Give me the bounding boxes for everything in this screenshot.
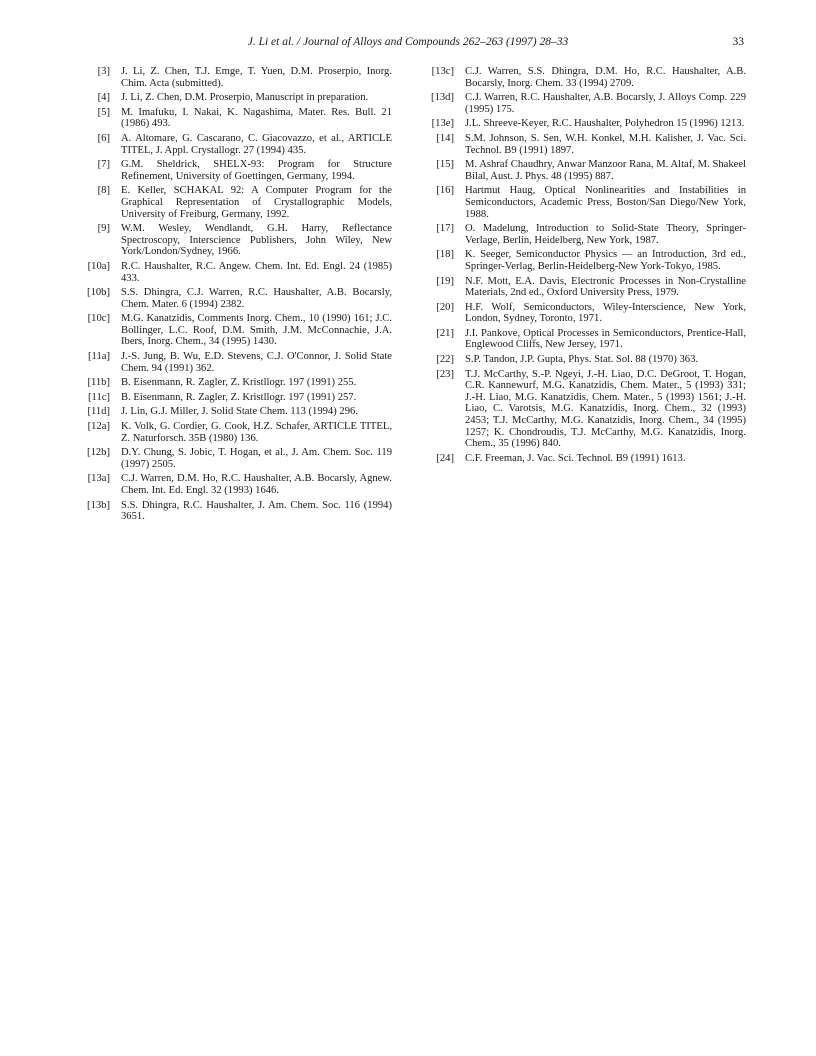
reference-number: [7]: [97, 159, 110, 171]
reference-number: [17]: [436, 223, 454, 235]
reference-number: [11d]: [87, 406, 110, 418]
reference-entry: [420, 118, 746, 130]
reference-text: H.F. Wolf, Semiconductors, Wiley-Interscience, New York, London, Sydney, Toronto, 1971.: [465, 301, 746, 325]
references-column-left: [72, 66, 392, 526]
reference-number: [13b]: [87, 499, 110, 511]
reference-number: [21]: [436, 327, 454, 339]
reference-text: S.S. Dhingra, R.C. Haushalter, J. Am. Chem. Soc. 116 (1994) 3651.: [121, 499, 392, 523]
reference-text: Hartmut Haug, Optical Nonlinearities and Instabilities in Semiconductors, Academic Press, Boston/San Diego/New York, 1988.: [465, 185, 746, 220]
reference-entry: [72, 261, 392, 284]
reference-text: J. Lin, G.J. Miller, J. Solid State Chem. 113 (1994) 296.: [121, 406, 358, 418]
reference-entry: [420, 223, 746, 246]
reference-number: [20]: [436, 301, 454, 313]
reference-number: [10a]: [87, 260, 110, 272]
reference-entry: [72, 392, 392, 404]
reference-text: N.F. Mott, E.A. Davis, Electronic Processes in Non-Crystalline Materials, 2nd ed., Oxford University Press, 1979.: [465, 275, 746, 299]
reference-text: K. Seeger, Semiconductor Physics — an Introduction, 3rd ed., Springer-Verlag, Berlin-Heidelberg-New York-Tokyo, 1985.: [465, 249, 746, 272]
reference-entry: [420, 92, 746, 115]
reference-text: C.J. Warren, R.C. Haushalter, A.B. Bocarsly, J. Alloys Comp. 229 (1995) 175.: [465, 92, 746, 115]
reference-number: [14]: [436, 132, 454, 144]
reference-entry: [420, 302, 746, 325]
reference-number: [22]: [436, 354, 454, 366]
reference-number: [13e]: [431, 118, 454, 130]
reference-text: K. Volk, G. Cordier, G. Cook, H.Z. Schafer, ARTICLE TITEL, Z. Naturforsch. 35B (1980) 136.: [121, 421, 392, 444]
reference-number: [11b]: [87, 377, 110, 389]
reference-entry: [72, 287, 392, 310]
reference-text: J.L. Shreeve-Keyer, R.C. Haushalter, Polyhedron 15 (1996) 1213.: [465, 118, 745, 130]
reference-text: S.M. Johnson, S. Sen, W.H. Konkel, M.H. Kalisher, J. Vac. Sci. Technol. B9 (1991) 1897.: [465, 132, 746, 156]
reference-entry: [72, 351, 392, 374]
reference-text: C.J. Warren, D.M. Ho, R.C. Haushalter, A.B. Bocarsly, Agnew. Chem. Int. Ed. Engl. 32 (1993) 1646.: [121, 473, 392, 496]
reference-number: [4]: [97, 92, 110, 104]
reference-entry: [72, 473, 392, 496]
page-number: 33: [732, 36, 744, 48]
reference-number: [23]: [436, 368, 454, 380]
reference-text: C.J. Warren, S.S. Dhingra, D.M. Ho, R.C. Haushalter, A.B. Bocarsly, Inorg. Chem. 33 (1994) 2709.: [465, 66, 746, 89]
reference-text: M. Imafuku, I. Nakai, K. Nagashima, Mater. Res. Bull. 21 (1986) 493.: [121, 106, 392, 130]
reference-text: J.-S. Jung, B. Wu, E.D. Stevens, C.J. O'Connor, J. Solid State Chem. 94 (1991) 362.: [121, 351, 392, 374]
reference-number: [6]: [97, 132, 110, 144]
reference-number: [18]: [436, 249, 454, 261]
reference-entry: [420, 276, 746, 299]
reference-number: [11c]: [88, 391, 110, 403]
reference-number: [10c]: [87, 313, 110, 325]
reference-number: [16]: [436, 185, 454, 197]
reference-text: J.I. Pankove, Optical Processes in Semiconductors, Prentice-Hall, Englewood Cliffs, New Jersey, 1971.: [465, 327, 746, 351]
reference-entry: [72, 447, 392, 470]
reference-text: C.F. Freeman, J. Vac. Sci. Technol. B9 (1991) 1613.: [465, 452, 686, 464]
reference-number: [13c]: [431, 66, 454, 77]
journal-citation: J. Li et al. / Journal of Alloys and Compounds 262–263 (1997) 28–33: [247, 36, 569, 48]
reference-text: T.J. McCarthy, S.-P. Ngeyi, J.-H. Liao, D.C. DeGroot, T. Hogan, C.R. Kannewurf, M.G. Kanatzidis, Chem. Mater., 5 (1993) 331; J.-H. Liao, M.G. Kanatzidis, Chem. Mater., 5 (1993) 1561; J.-H. Liao, C. Varotsis, M.G. Kanatzidis, Inorg. Chem., 32 (1993) 2453; T.J. McCarthy, M.G. Kanatzidis, Inorg. Chem., 34 (1995) 1257; K. Chondroudis, T.J. McCarthy, M.G. Kanatzidis, Inorg. Chem., 35 (1996) 840.: [465, 368, 746, 450]
reference-number: [19]: [436, 275, 454, 287]
reference-text: G.M. Sheldrick, SHELX-93: Program for Structure Refinement, University of Goettingen, Germany, 1994.: [121, 159, 392, 182]
reference-entry: [420, 354, 746, 366]
reference-number: [24]: [436, 452, 454, 464]
reference-number: [10b]: [87, 287, 110, 299]
reference-text: M.G. Kanatzidis, Comments Inorg. Chem., 10 (1990) 161; J.C. Bollinger, L.C. Roof, D.M. Smith, J.M. McConnachie, J.A. Ibers, Inorg. Chem., 34 (1995) 1430.: [121, 313, 392, 348]
reference-entry: [72, 107, 392, 130]
reference-text: R.C. Haushalter, R.C. Angew. Chem. Int. Ed. Engl. 24 (1985) 433.: [121, 260, 392, 284]
reference-entry: [72, 313, 392, 348]
reference-entry: [420, 133, 746, 156]
reference-text: B. Eisenmann, R. Zagler, Z. Kristllogr. 197 (1991) 257.: [121, 391, 357, 403]
reference-entry: [420, 453, 746, 465]
reference-text: M. Ashraf Chaudhry, Anwar Manzoor Rana, M. Altaf, M. Shakeel Bilal, Aust. J. Phys. 48 (1995) 887.: [465, 159, 746, 182]
reference-entry: [72, 406, 392, 418]
reference-entry: [420, 249, 746, 272]
reference-text: B. Eisenmann, R. Zagler, Z. Kristllogr. 197 (1991) 255.: [121, 377, 357, 389]
reference-entry: [72, 66, 392, 89]
reference-entry: [72, 223, 392, 258]
reference-number: [5]: [97, 106, 110, 118]
reference-text: W.M. Wesley, Wendlandt, G.H. Harry, Reflectance Spectroscopy, Interscience Publishers, John Wiley, New York/London/Sydney, 1966.: [121, 223, 392, 258]
reference-text: S.P. Tandon, J.P. Gupta, Phys. Stat. Sol. 88 (1970) 363.: [465, 354, 699, 366]
reference-number: [13a]: [87, 473, 110, 485]
reference-entry: [72, 377, 392, 389]
references-column-right: [420, 66, 746, 467]
reference-entry: [72, 421, 392, 444]
reference-entry: [420, 159, 746, 182]
reference-number: [12a]: [87, 421, 110, 433]
reference-text: D.Y. Chung, S. Jobic, T. Hogan, et al., J. Am. Chem. Soc. 119 (1997) 2505.: [121, 447, 392, 470]
reference-number: [3]: [97, 66, 110, 77]
reference-text: J. Li, Z. Chen, D.M. Proserpio, Manuscript in preparation.: [121, 92, 369, 104]
reference-number: [9]: [97, 223, 110, 235]
reference-entry: [420, 328, 746, 351]
reference-number: [12b]: [87, 447, 110, 459]
reference-entry: [72, 159, 392, 182]
reference-text: S.S. Dhingra, C.J. Warren, R.C. Haushalter, A.B. Bocarsly, Chem. Mater. 6 (1994) 2382.: [121, 287, 392, 310]
reference-number: [11a]: [88, 351, 110, 363]
reference-text: O. Madelung, Introduction to Solid-State Theory, Springer-Verlage, Berlin, Heidelberg, New York, 1987.: [465, 223, 746, 246]
reference-entry: [72, 92, 392, 104]
reference-entry: [72, 133, 392, 156]
reference-entry: [72, 185, 392, 220]
reference-text: J. Li, Z. Chen, T.J. Emge, T. Yuen, D.M. Proserpio, Inorg. Chim. Acta (submitted).: [121, 66, 392, 89]
reference-number: [8]: [97, 185, 110, 197]
running-header: [0, 36, 816, 52]
reference-text: A. Altomare, G. Cascarano, C. Giacovazzo, et al., ARTICLE TITEL, J. Appl. Crystallogr. 27 (1994) 435.: [121, 132, 392, 156]
reference-entry: [72, 500, 392, 523]
reference-entry: [420, 185, 746, 220]
reference-entry: [420, 369, 746, 450]
reference-number: [13d]: [431, 92, 454, 104]
reference-number: [15]: [436, 159, 454, 171]
reference-text: E. Keller, SCHAKAL 92: A Computer Program for the Graphical Representation of Crystallographic Models, University of Freiburg, Germany, 1992.: [121, 185, 392, 220]
reference-entry: [420, 66, 746, 89]
